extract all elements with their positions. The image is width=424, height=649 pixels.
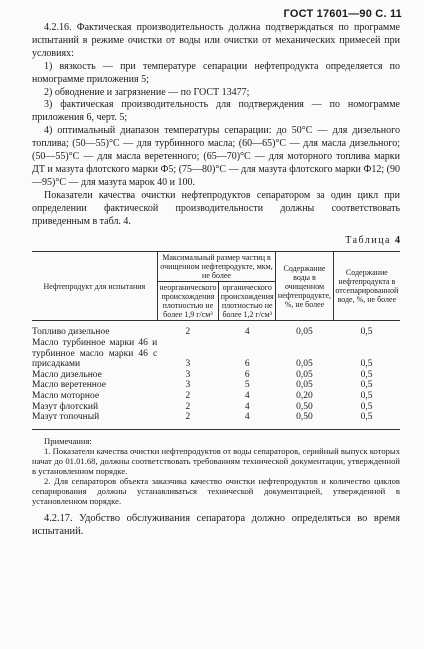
cell-water: 0,50 bbox=[276, 412, 333, 429]
col-header-max-size: Максимальный размер частиц в очищенном нефтепродукте, мкм, не более bbox=[157, 252, 276, 282]
notes-title: Примечания: bbox=[44, 435, 92, 446]
table-row bbox=[32, 402, 400, 413]
cell-inorganic: 3 bbox=[185, 369, 191, 380]
cell-water: 0,05 bbox=[296, 359, 313, 370]
cell-inorganic: 2 bbox=[157, 412, 218, 429]
condition-temperature: 4) оптимальный диапазон температуры сепарации: до 50°С — для дизельного топлива; (50—55)°С — для турбинного масла; (60—65)°С — для масла дизельного; (50—55)°С — для масла веретенного; (65—70)°С — для моторного топлива марки ДТ и мазута флотского марки Ф5; (75—80)°С — для мазута флотского марки Ф12; (90—95)°С — для мазута марок 40 и 100. bbox=[32, 125, 400, 188]
cell-inorganic: 2 bbox=[185, 327, 191, 338]
quality-table bbox=[32, 251, 400, 429]
table-row bbox=[32, 380, 400, 391]
cell-water: 0,50 bbox=[296, 401, 313, 412]
col-header-sediment: Содержание нефтепродукта в отсепарированной воде, %, не более bbox=[333, 252, 400, 321]
table-row bbox=[32, 338, 400, 370]
condition-throughput: 3) фактическая производительность для подтверждения — по номограмме приложения 6, черт. 5; bbox=[32, 99, 400, 124]
clause-4-2-16: 4.2.16. Фактическая производительность должна подтверждаться по программе испытаний в режиме очистки от воды или очистки от механических примесей при условиях: bbox=[32, 22, 400, 59]
cell-water: 0,05 bbox=[296, 327, 313, 338]
cell-sediment: 0,5 bbox=[360, 359, 373, 370]
cell-water: 0,20 bbox=[296, 390, 313, 401]
table-caption: Таблица 4 bbox=[345, 234, 400, 246]
table-notes bbox=[32, 436, 400, 506]
cell-inorganic: 3 bbox=[185, 359, 191, 370]
table-row bbox=[32, 412, 400, 429]
col-header-product: Нефтепродукт для испытания bbox=[32, 252, 157, 321]
clause-4-2-17: 4.2.17. Удобство обслуживания сепаратора должно определяться во время испытаний. bbox=[32, 512, 400, 537]
cell-organic: 4 bbox=[244, 390, 250, 401]
cell-water: 0,05 bbox=[296, 369, 313, 380]
cell-organic: 6 bbox=[244, 359, 250, 370]
cell-sediment: 0,5 bbox=[360, 390, 373, 401]
cell-product: Топливо дизельное bbox=[32, 327, 110, 338]
cell-water: 0,05 bbox=[296, 380, 313, 391]
cell-sediment: 0,5 bbox=[360, 401, 373, 412]
table-row bbox=[32, 321, 400, 338]
cell-product: Масло моторное bbox=[32, 390, 100, 401]
cell-inorganic: 3 bbox=[185, 380, 191, 391]
cell-product: Масло турбинное марки 46 и турбинное масло марки 46 с присадками bbox=[32, 338, 158, 370]
document-body bbox=[32, 22, 400, 538]
cell-inorganic: 2 bbox=[185, 401, 191, 412]
cell-product: Масло веретенное bbox=[32, 380, 106, 391]
cell-inorganic: 2 bbox=[185, 390, 191, 401]
cell-sediment: 0,5 bbox=[333, 412, 400, 429]
table-row bbox=[32, 370, 400, 381]
cell-organic: 5 bbox=[244, 380, 250, 391]
cell-organic: 4 bbox=[244, 327, 250, 338]
note-2: 2. Для сепараторов объекта заказчика качество очистки нефтепродуктов и количество циклов сепарирования должны устанавливаться технической документацией, утвержденной в установленном порядке. bbox=[32, 475, 400, 506]
cell-sediment: 0,5 bbox=[360, 380, 373, 391]
page-header: ГОСТ 17601—90 С. 11 bbox=[283, 8, 402, 20]
cell-product: Масло дизельное bbox=[32, 369, 102, 380]
cell-sediment: 0,5 bbox=[360, 327, 373, 338]
cell-organic: 4 bbox=[219, 412, 276, 429]
condition-viscosity: 1) вязкость — при температуре сепарации нефтепродукта определяется по номограмме приложения 5; bbox=[32, 60, 400, 85]
table-row bbox=[32, 391, 400, 402]
condition-watering: 2) обводнение и загрязнение — по ГОСТ 13477; bbox=[44, 86, 250, 98]
cell-product: Мазут топочный bbox=[32, 412, 157, 429]
cell-organic: 6 bbox=[244, 369, 250, 380]
cell-product: Мазут флотский bbox=[32, 401, 99, 412]
col-header-organic: органического происхождения плотностью не более 1,2 г/см³ bbox=[219, 282, 276, 321]
col-header-water: Содержание воды в очищенном нефтепродукте, %, не более bbox=[276, 252, 333, 321]
cell-sediment: 0,5 bbox=[360, 369, 373, 380]
col-header-inorganic: неорганического происхождения плотностью не более 1,9 г/см³ bbox=[157, 282, 218, 321]
cell-organic: 4 bbox=[244, 401, 250, 412]
note-1: 1. Показатели качества очистки нефтепродуктов от воды сепараторов, серийный выпуск которых начат до 01.01.68, должны соответствовать требованиям технической документации, утвержденной в установленном порядке. bbox=[32, 445, 400, 476]
quality-paragraph: Показатели качества очистки нефтепродуктов сепаратором за один цикл при определении фактической производительности должны соответствовать приведенным в табл. 4. bbox=[32, 189, 400, 227]
